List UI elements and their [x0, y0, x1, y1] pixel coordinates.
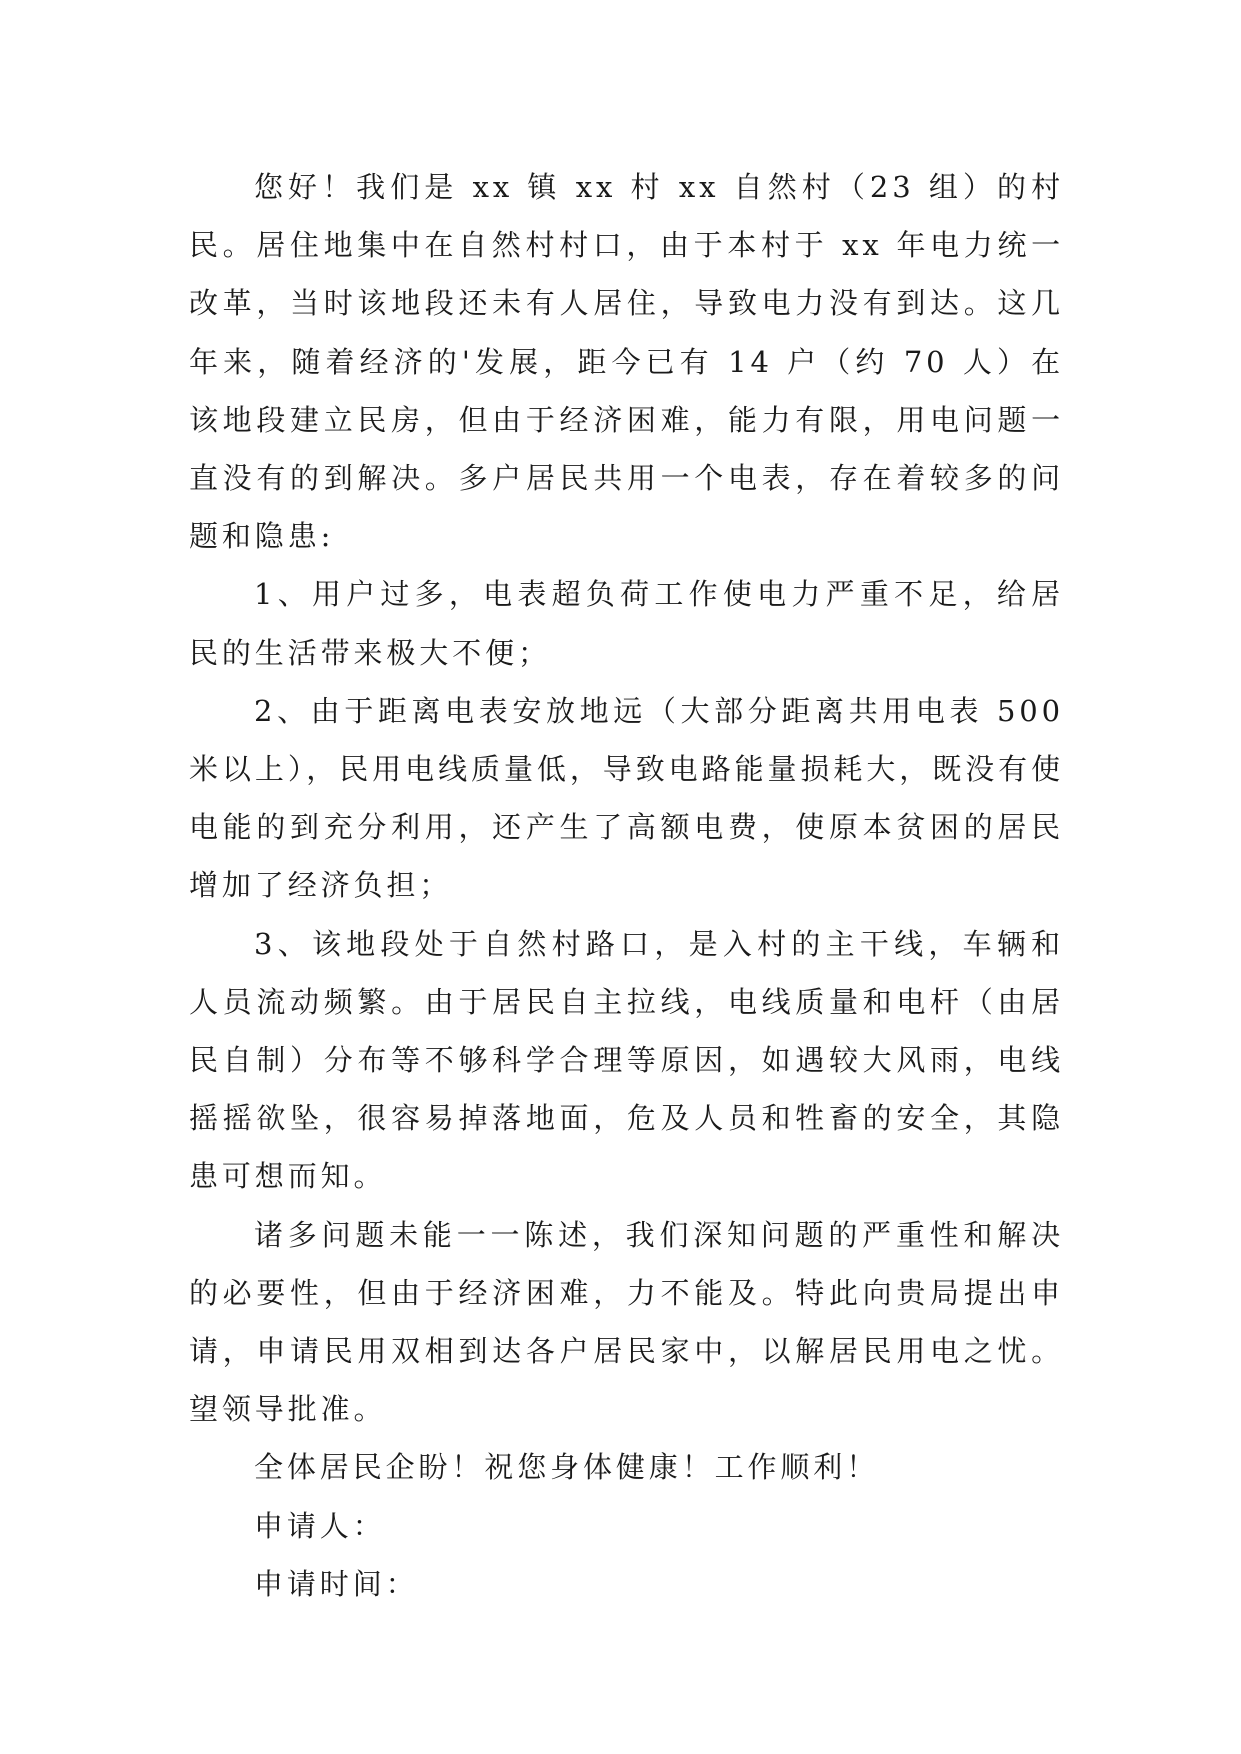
paragraph-request: 诸多问题未能一一陈述，我们深知问题的严重性和解决的必要性，但由于经济困难，力不能及。特此向贵局提出申请，申请民用双相到达各户居民家中，以解居民用电之忧。望领导批准。	[189, 1217, 1064, 1427]
application-letter-body	[189, 158, 1064, 1613]
paragraph-issue-3: 3、该地段处于自然村路口，是入村的主干线，车辆和人员流动频繁。由于居民自主拉线，电线质量和电杆（由居民自制）分布等不够科学合理等原因，如遇较大风雨，电线摇摇欲坠，很容易掉落地面，危及人员和牲畜的安全，其隐患可想而知。	[189, 926, 1064, 1194]
applicant-line: 申请人：	[254, 1508, 386, 1543]
paragraph-closing-wishes: 全体居民企盼！祝您身体健康！工作顺利！	[254, 1450, 880, 1485]
paragraph-issue-1: 1、用户过多，电表超负荷工作使电力严重不足，给居民的生活带来极大不便；	[189, 577, 1064, 670]
application-date-line: 申请时间：	[254, 1566, 419, 1601]
paragraph-introduction: 您好！我们是 xx 镇 xx 村 xx 自然村（23 组）的村民。居住地集中在自然村村口，由于本村于 xx 年电力统一改革，当时该地段还未有人居住，导致电力没有到达。这几年来，随着经济的'发展，距今已有 14 户（约 70 人）在该地段建立民房，但由于经济困难，能力有限，用电问题一直没有的到解决。多户居民共用一个电表，存在着较多的问题和隐患:	[189, 170, 1064, 554]
paragraph-issue-2: 2、由于距离电表安放地远（大部分距离共用电表 500 米以上），民用电线质量低，导致电路能量损耗大，既没有使电能的到充分利用，还产生了高额电费，使原本贫困的居民增加了经济负担；	[189, 693, 1064, 903]
